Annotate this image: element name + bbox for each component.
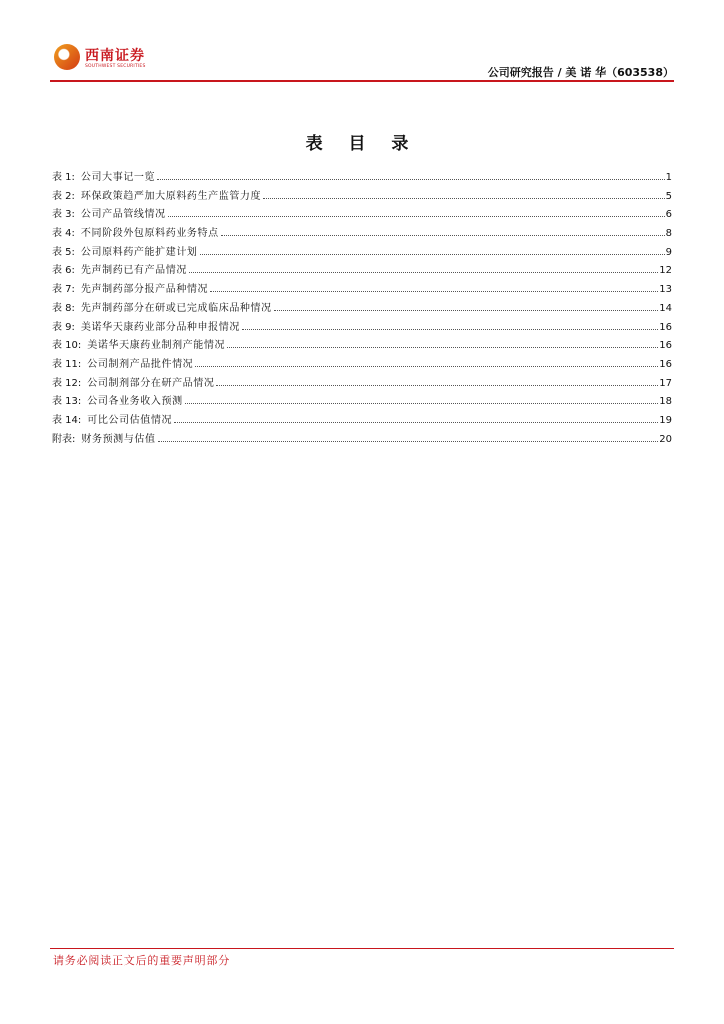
toc-entry-label: 表 12: bbox=[52, 377, 82, 389]
toc-entry-page: 17 bbox=[659, 377, 672, 389]
toc-entry[interactable] bbox=[52, 171, 672, 190]
logo-chinese-name: 西南证券 bbox=[85, 48, 145, 64]
toc-entry-label: 表 11: bbox=[52, 358, 82, 370]
toc-entry-label: 表 3: bbox=[52, 209, 75, 221]
toc-entry-page: 8 bbox=[665, 228, 672, 240]
toc-entry-page: 14 bbox=[659, 302, 672, 314]
toc-entry-title: 美诺华天康药业部分品种申报情况 bbox=[80, 321, 240, 333]
toc-entry-label: 表 8: bbox=[52, 302, 75, 314]
toc-entry[interactable] bbox=[52, 414, 672, 433]
header-divider bbox=[50, 80, 674, 82]
toc-entry-title: 公司原料药产能扩建计划 bbox=[80, 246, 198, 258]
toc-dot-leader bbox=[158, 441, 659, 442]
toc-dot-leader bbox=[227, 347, 658, 348]
toc-entry[interactable] bbox=[52, 321, 672, 340]
footer-disclaimer: 请务必阅读正文后的重要声明部分 bbox=[53, 954, 230, 967]
toc-entry[interactable] bbox=[52, 433, 672, 452]
toc-entry-title: 美诺华天康药业制剂产能情况 bbox=[87, 340, 226, 352]
toc-entry-title: 先声制药部分在研或已完成临床品种情况 bbox=[80, 302, 272, 314]
toc-dot-leader bbox=[242, 329, 658, 330]
toc-entry-page: 6 bbox=[665, 209, 672, 221]
toc-dot-leader bbox=[210, 291, 658, 292]
toc-entry-title: 公司大事记一览 bbox=[80, 172, 156, 183]
toc-entry[interactable] bbox=[52, 190, 672, 209]
toc-entry-page: 1 bbox=[665, 172, 672, 183]
toc-dot-leader bbox=[157, 179, 665, 180]
toc-entry-page: 12 bbox=[659, 265, 672, 277]
toc-entry-page: 18 bbox=[659, 396, 672, 408]
toc-entry-title: 公司各业务收入预测 bbox=[87, 396, 183, 408]
toc-entry-label: 附表: bbox=[52, 433, 76, 445]
toc-entry-label: 表 2: bbox=[52, 190, 75, 202]
toc-entry-page: 16 bbox=[659, 321, 672, 333]
toc-dot-leader bbox=[174, 422, 658, 423]
toc-entry-page: 16 bbox=[659, 340, 672, 352]
toc-entry-page: 20 bbox=[659, 433, 672, 445]
toc-entry[interactable] bbox=[52, 339, 672, 358]
toc-dot-leader bbox=[221, 235, 665, 236]
toc-entry-label: 表 10: bbox=[52, 340, 82, 352]
toc-entry[interactable] bbox=[52, 227, 672, 246]
toc-entry-label: 表 1: bbox=[52, 172, 75, 183]
toc-entry-title: 环保政策趋严加大原料药生产监管力度 bbox=[80, 190, 262, 202]
logo-icon bbox=[54, 44, 80, 70]
toc-entry-label: 表 4: bbox=[52, 228, 75, 240]
toc-entry-label: 表 14: bbox=[52, 414, 82, 426]
toc-entry-page: 19 bbox=[659, 414, 672, 426]
toc-entry[interactable] bbox=[52, 246, 672, 265]
toc-entry[interactable] bbox=[52, 208, 672, 227]
logo-english-name: SOUTHWEST SECURITIES bbox=[85, 64, 146, 69]
toc-entry-title: 先声制药已有产品情况 bbox=[80, 265, 187, 277]
toc-dot-leader bbox=[168, 216, 665, 217]
toc-dot-leader bbox=[200, 254, 665, 255]
toc-entry[interactable] bbox=[52, 283, 672, 302]
toc-entry-title: 公司制剂部分在研产品情况 bbox=[87, 377, 215, 389]
toc-entry[interactable] bbox=[52, 377, 672, 396]
toc-entry-title: 公司产品管线情况 bbox=[80, 209, 166, 221]
toc-dot-leader bbox=[216, 385, 658, 386]
toc-entry-label: 表 6: bbox=[52, 265, 75, 277]
company-logo bbox=[54, 44, 154, 74]
toc-entry-title: 公司制剂产品批件情况 bbox=[87, 358, 194, 370]
toc-entry-title: 不同阶段外包原料药业务特点 bbox=[80, 228, 219, 240]
toc-dot-leader bbox=[195, 366, 658, 367]
toc-entry-page: 5 bbox=[665, 190, 672, 202]
toc-entry-label: 表 9: bbox=[52, 321, 75, 333]
toc-dot-leader bbox=[189, 272, 658, 273]
toc-entry[interactable] bbox=[52, 302, 672, 321]
toc-entry-page: 16 bbox=[659, 358, 672, 370]
page-title: 表 目 录 bbox=[305, 134, 419, 154]
toc-entry-label: 表 7: bbox=[52, 284, 75, 296]
toc-entry[interactable] bbox=[52, 264, 672, 283]
toc-dot-leader bbox=[274, 310, 659, 311]
footer-divider bbox=[50, 948, 674, 949]
toc-entry[interactable] bbox=[52, 395, 672, 414]
toc-entry-label: 表 5: bbox=[52, 246, 75, 258]
toc-entry-title: 可比公司估值情况 bbox=[87, 414, 173, 426]
report-info: 公司研究报告 / 美 诺 华（603538） bbox=[487, 66, 674, 79]
toc-dot-leader bbox=[185, 403, 659, 404]
toc-entry-title: 先声制药部分报产品种情况 bbox=[80, 284, 209, 296]
toc-entry-page: 9 bbox=[665, 246, 672, 258]
toc-entry-label: 表 13: bbox=[52, 396, 82, 408]
toc-entry-title: 财务预测与估值 bbox=[81, 433, 156, 445]
table-of-contents bbox=[52, 171, 672, 451]
toc-entry[interactable] bbox=[52, 358, 672, 377]
toc-entry-page: 13 bbox=[659, 284, 672, 296]
toc-dot-leader bbox=[263, 198, 665, 199]
